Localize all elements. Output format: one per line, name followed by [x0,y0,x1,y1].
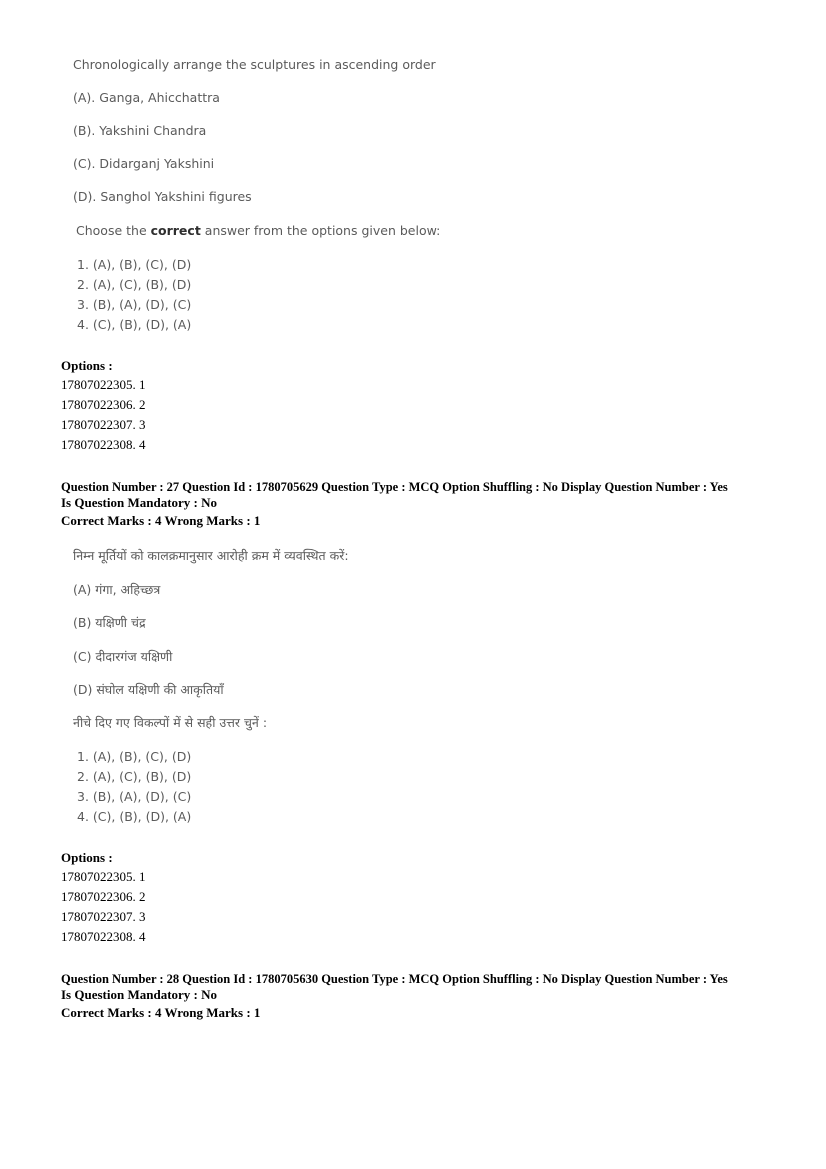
options-heading: Options : [61,850,113,865]
answer-choice-4: 4. (C), (B), (D), (A) [77,317,192,332]
question-28-marks: Correct Marks : 4 Wrong Marks : 1 [61,1005,261,1020]
statement-b-hindi: (B) यक्षिणी चंद्र [73,615,146,630]
option-id-2: 17807022306. 2 [61,397,146,412]
choose-instruction [76,223,440,238]
statement-a-hindi: (A) गंगा, अहिच्छत्र [73,582,161,597]
question-stem-hindi: निम्न मूर्तियों को कालक्रमानुसार आरोही क्रम में व्यवस्थित करें: [73,548,349,563]
choose-prefix: Choose the [76,223,151,238]
statement-c: (C). Didarganj Yakshini [73,156,215,171]
option-id-1: 17807022305. 1 [61,869,146,884]
statement-d-hindi: (D) संघोल यक्षिणी की आकृतियाँ [73,682,224,697]
option-id-2: 17807022306. 2 [61,889,146,904]
question-27-marks: Correct Marks : 4 Wrong Marks : 1 [61,513,261,528]
question-28-mandatory: Is Question Mandatory : No [61,987,218,1002]
answer-choice-1: 1. (A), (B), (C), (D) [77,749,192,764]
choose-bold: correct [150,223,201,238]
option-id-4: 17807022308. 4 [61,437,146,452]
option-id-1: 17807022305. 1 [61,377,146,392]
statement-c-hindi: (C) दीदारगंज यक्षिणी [73,649,173,664]
answer-choice-2: 2. (A), (C), (B), (D) [77,769,192,784]
answer-choice-3: 3. (B), (A), (D), (C) [77,789,192,804]
question-27-mandatory: Is Question Mandatory : No [61,495,218,510]
option-id-3: 17807022307. 3 [61,909,146,924]
statement-b: (B). Yakshini Chandra [73,123,207,138]
answer-choice-3: 3. (B), (A), (D), (C) [77,297,192,312]
question-27-meta: Question Number : 27 Question Id : 1780705629 Question Type : MCQ Option Shuffling : No Display Question Number : Yes [61,480,728,494]
choose-suffix: answer from the options given below: [200,223,441,238]
options-heading: Options : [61,358,113,373]
answer-choice-2: 2. (A), (C), (B), (D) [77,277,192,292]
question-stem: Chronologically arrange the sculptures in ascending order [73,57,436,72]
answer-choice-1: 1. (A), (B), (C), (D) [77,257,192,272]
statement-d: (D). Sanghol Yakshini figures [73,189,252,204]
option-id-3: 17807022307. 3 [61,417,146,432]
statement-a: (A). Ganga, Ahicchattra [73,90,220,105]
answer-choice-4: 4. (C), (B), (D), (A) [77,809,192,824]
option-id-4: 17807022308. 4 [61,929,146,944]
question-28-meta: Question Number : 28 Question Id : 1780705630 Question Type : MCQ Option Shuffling : No Display Question Number : Yes [61,972,728,986]
choose-instruction-hindi: नीचे दिए गए विकल्पों में से सही उत्तर चुनें : [73,715,268,730]
